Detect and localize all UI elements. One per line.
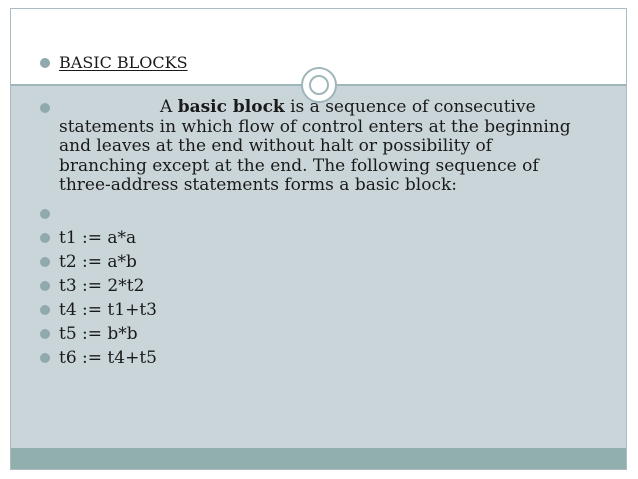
statement-text: t1 := a*a xyxy=(59,228,137,248)
paragraph-lead: A xyxy=(160,97,178,117)
ring-inner-icon xyxy=(309,75,329,95)
statement-text: t2 := a*b xyxy=(59,252,137,272)
paragraph-line-1-rest: is a sequence of consecutive xyxy=(284,97,536,117)
statement-text: t5 := b*b xyxy=(59,324,138,344)
footer-bar xyxy=(11,448,626,469)
statement-text: t4 := t1+t3 xyxy=(59,300,157,320)
paragraph-text xyxy=(59,98,604,196)
title-text: BASIC BLOCKS xyxy=(59,53,188,72)
paragraph-line-3: and leaves at the end without halt or possibility of xyxy=(59,136,492,157)
paragraph-bold-term: basic block xyxy=(177,97,285,117)
statement-text: t6 := t4+t5 xyxy=(59,348,157,368)
paragraph-line-2: statements in which flow of control enters at the beginning xyxy=(59,116,571,137)
paragraph-line-4: branching except at the end. The following sequence of xyxy=(59,155,539,176)
statement-text: t3 := 2*t2 xyxy=(59,276,145,296)
paragraph-line-5: three-address statements forms a basic block: xyxy=(59,175,458,196)
paragraph-line-1 xyxy=(59,98,604,118)
